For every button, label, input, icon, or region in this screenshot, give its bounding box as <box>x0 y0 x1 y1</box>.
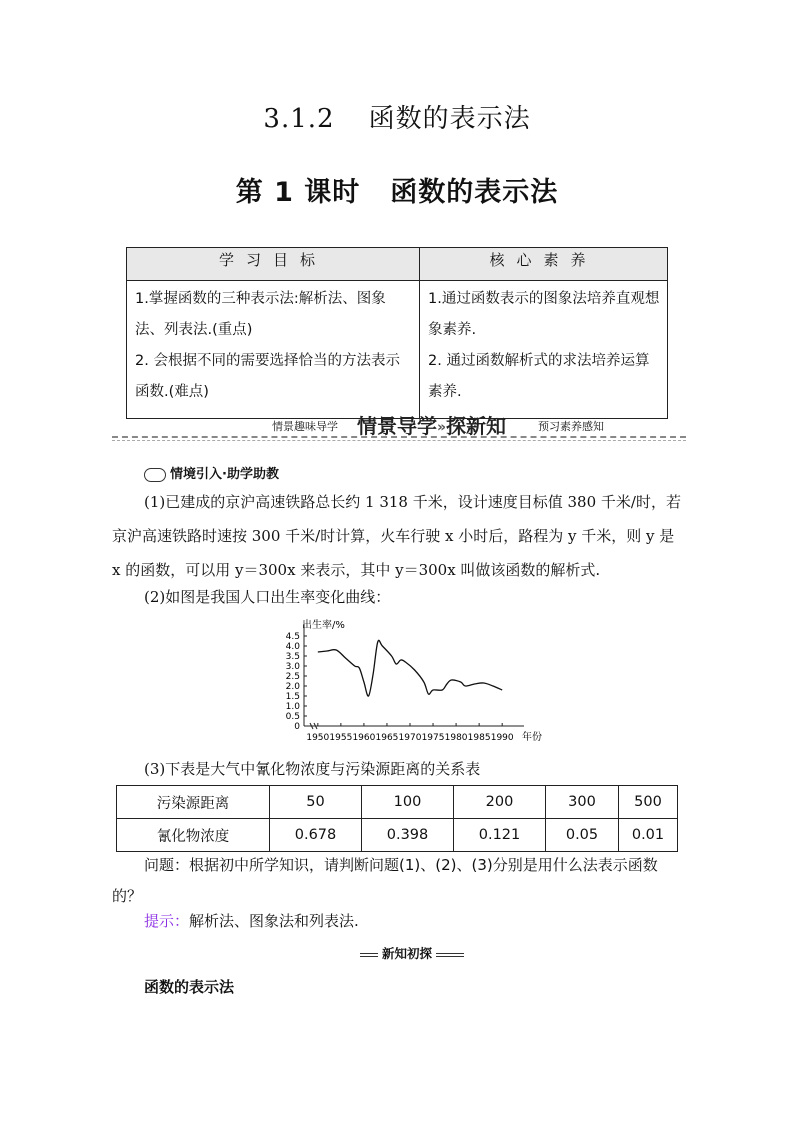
table-cell: 500 <box>619 786 678 819</box>
literacy-2: 2. 通过函数解析式的求法培养运算素养. <box>428 353 650 400</box>
intro-paragraph-3: (3)下表是大气中氰化物浓度与污染源距离的关系表 <box>144 760 481 778</box>
lesson-heading <box>0 170 794 209</box>
x-tick-label: 1980 <box>444 733 468 743</box>
objective-2: 2. 会根据不同的需要选择恰当的方法表示函数.(难点) <box>135 353 400 400</box>
x-tick-label: 1960 <box>352 733 376 743</box>
y-tick-label: 3.5 <box>285 652 300 662</box>
banner-left-small: 情景趣味导学 <box>272 420 338 433</box>
table-cell: 0.121 <box>454 819 546 852</box>
lesson-title: 函数的表示法 <box>390 177 559 208</box>
table-cell: 0.398 <box>362 819 454 852</box>
y-tick-label: 0.5 <box>285 712 300 722</box>
y-tick-label: 1.0 <box>285 702 300 712</box>
section-subheading: 函数的表示法 <box>144 978 235 996</box>
lesson-label: 第 1 课时 <box>235 177 361 208</box>
x-tick-label: 1965 <box>375 733 399 743</box>
table-cell: 300 <box>546 786 619 819</box>
banner-right-small: 预习素养感知 <box>538 420 604 433</box>
intro-paragraph-1: (1)已建成的京沪高速铁路总长约 1 318 千米，设计速度目标值 380 千米/时，若京沪高速铁路时速按 300 千米/时计算，火车行驶 x 小时后，路程为 y 千米，则 y 是 x 的函数，可以用 y＝300x 来表示，其中 y＝300x 叫做该函数的解析式. <box>112 493 681 579</box>
table-row <box>117 819 678 852</box>
y-tick-label: 0 <box>294 722 300 732</box>
banner-divider <box>112 436 686 438</box>
literacy-header: 核心素养 <box>420 248 668 281</box>
objectives-cell <box>127 281 420 419</box>
section-heading <box>0 98 794 135</box>
row-header-distance: 污染源距离 <box>117 786 270 819</box>
table-cell: 200 <box>454 786 546 819</box>
chart-svg <box>268 614 558 744</box>
y-tick-label: 2.5 <box>285 672 300 682</box>
section-title: 函数的表示法 <box>368 104 531 134</box>
hint-text: 解析法、图象法和列表法. <box>189 912 359 930</box>
hint <box>144 910 359 931</box>
banner-title <box>357 410 506 439</box>
hint-label: 提示： <box>144 912 190 930</box>
objectives-header: 学习目标 <box>127 248 420 281</box>
intro-paragraph-2: (2)如图是我国人口出生率变化曲线： <box>144 588 391 606</box>
x-tick-label: 1955 <box>329 733 353 743</box>
literacy-1: 1.通过函数表示的图象法培养直观想象素养. <box>428 291 660 338</box>
banner-divider-2 <box>112 440 686 441</box>
x-tick-label: 1985 <box>467 733 491 743</box>
table-row <box>117 786 678 819</box>
x-tick-label: 1975 <box>421 733 445 743</box>
intro-title <box>144 463 279 482</box>
x-tick-label: 1970 <box>398 733 422 743</box>
row-header-concentration: 氰化物浓度 <box>117 819 270 852</box>
table-cell: 0.05 <box>546 819 619 852</box>
table-cell: 0.01 <box>619 819 678 852</box>
table-cell: 100 <box>362 786 454 819</box>
question-text: 问题：根据初中所学知识，请判断问题(1)、(2)、(3)分别是用什么法表示函数的？ <box>112 856 658 905</box>
section-number: 3.1.2 <box>263 104 335 134</box>
tag-text: 新知初探 <box>378 944 436 962</box>
y-axis-label: 出生率/% <box>302 620 345 631</box>
table-cell: 50 <box>270 786 362 819</box>
table-cell: 0.678 <box>270 819 362 852</box>
new-knowledge-tag <box>360 946 464 962</box>
y-tick-label: 2.0 <box>285 682 300 692</box>
y-tick-label: 3.0 <box>285 662 300 672</box>
x-tick-label: 1990 <box>490 733 514 743</box>
objectives-table <box>126 247 668 419</box>
y-tick-label: 1.5 <box>285 692 300 702</box>
intro-title-text: 情境引入·助学助教 <box>170 467 279 482</box>
banner-main-right: 探新知 <box>446 414 507 438</box>
double-chevron-icon: » <box>437 419 447 436</box>
x-tick-label: 1950 <box>306 733 330 743</box>
series-line <box>318 640 502 696</box>
y-tick-label: 4.5 <box>285 632 300 642</box>
x-axis-label: 年份 <box>522 732 542 743</box>
literacy-cell <box>420 281 668 419</box>
banner-main-left: 情景导学 <box>357 414 437 438</box>
pollution-table <box>116 785 678 852</box>
birth-rate-chart <box>268 614 558 748</box>
section-banner <box>112 414 686 436</box>
objective-1: 1.掌握函数的三种表示法:解析法、图象法、列表法.(重点) <box>135 291 386 338</box>
y-tick-label: 4.0 <box>285 642 300 652</box>
handshake-icon <box>144 468 166 482</box>
